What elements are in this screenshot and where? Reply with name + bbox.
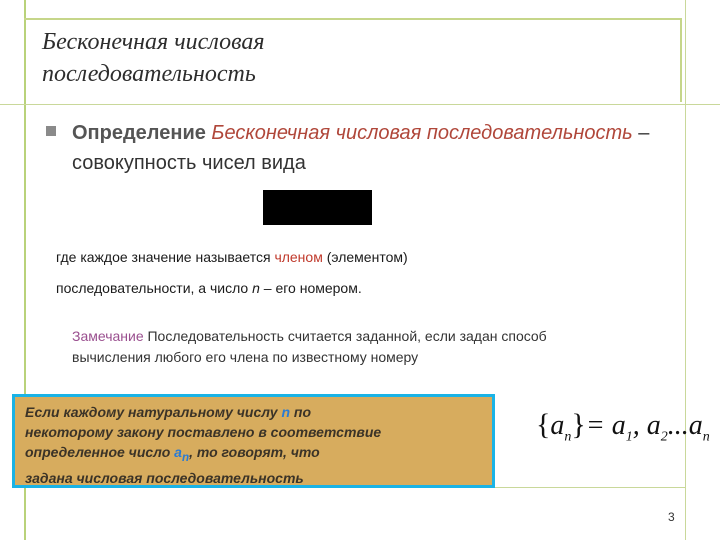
para1-after: (элементом) [322, 249, 408, 265]
remark-block [72, 326, 692, 368]
ellipsis: ... [667, 410, 689, 441]
remark-text-2: вычисления любого его члена по известному номеру [72, 349, 419, 365]
callout-text-2: по [290, 404, 312, 420]
definition-term: Бесконечная числовая последовательность [211, 122, 633, 144]
title-divider [0, 104, 720, 105]
bullet-icon [46, 126, 56, 136]
callout-an-sub: n [181, 450, 190, 464]
callout-line-4: задана числовая последовательность [25, 469, 304, 486]
definition-label: Определение [72, 122, 206, 144]
callout-an [174, 444, 190, 464]
slide-title: Бесконечная числовая последовательность [42, 29, 265, 87]
remark-text-1: Последовательность считается заданной, если задан способ [143, 328, 547, 344]
left-brace: { [536, 408, 551, 441]
sub-2: 2 [660, 429, 668, 445]
term-a2: a [646, 410, 661, 441]
term-a1: a [611, 410, 626, 441]
term-an: a [688, 410, 703, 441]
equals-sign: = [585, 410, 612, 441]
explanation-line-1 [56, 248, 656, 266]
callout-n: n [281, 404, 291, 420]
sequence-formula [536, 408, 708, 454]
callout-an-base: a [174, 444, 182, 460]
index-variable: n [252, 280, 260, 296]
term-highlight: членом [274, 249, 323, 265]
callout-text-3: определенное число [25, 444, 175, 460]
explanation-line-2 [56, 279, 656, 297]
para1-text: где каждое значение называется [56, 249, 275, 265]
callout-text-4: , то говорят, что [189, 444, 320, 460]
comma: , [632, 410, 647, 441]
sub-1: 1 [625, 429, 633, 445]
formula-image-redacted [263, 190, 372, 225]
definition-rest: – совокупность чисел вида [72, 122, 650, 174]
definition-text [72, 118, 692, 178]
definition-callout [12, 394, 495, 488]
para2-text: последовательности, а число [56, 280, 253, 296]
remark-label: Замечание [72, 328, 144, 344]
formula-a: a [550, 410, 565, 441]
formula-n: n [564, 429, 572, 445]
right-border-line [685, 0, 686, 540]
para2-after: – его номером. [259, 280, 362, 296]
callout-line-2: некоторому закону поставлено в соответствие [25, 424, 382, 440]
right-brace: } [571, 408, 586, 441]
callout-text-1: Если каждому натуральному числу [25, 404, 282, 420]
page-number: 3 [668, 510, 675, 524]
sub-n: n [702, 429, 710, 445]
